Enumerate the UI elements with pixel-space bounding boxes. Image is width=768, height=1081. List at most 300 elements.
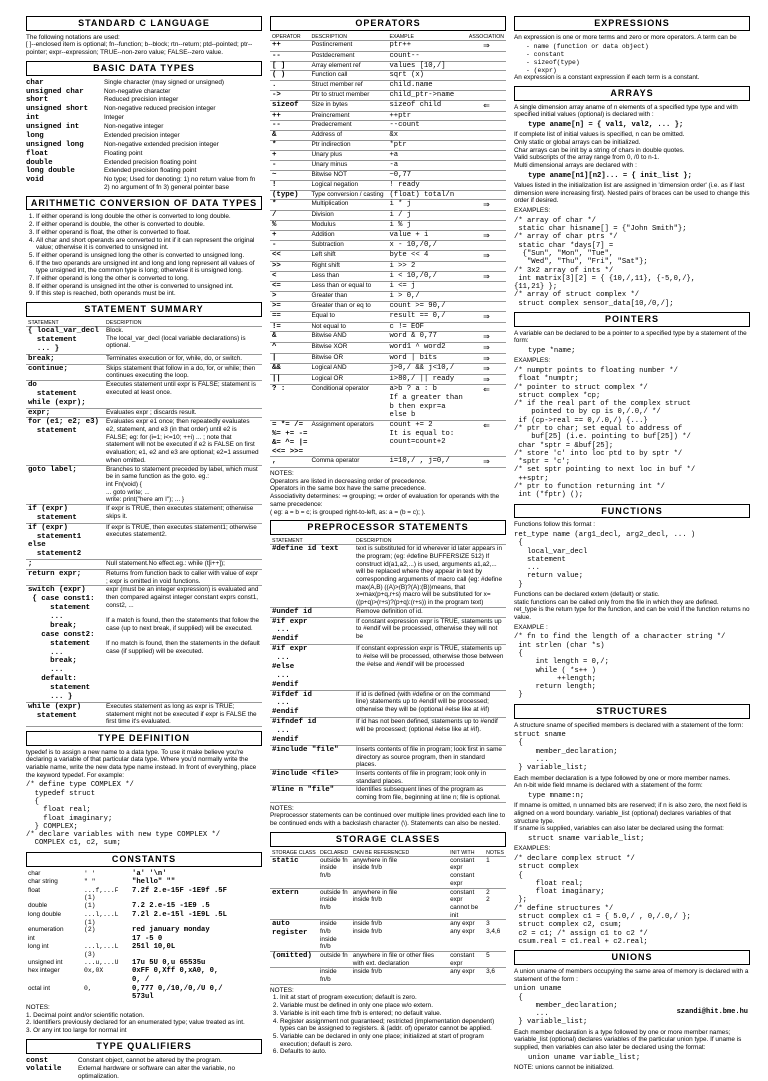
operator-row — [270, 302, 506, 312]
association-arrow-icon — [467, 302, 506, 312]
storage-row — [270, 952, 506, 968]
constant-type: float — [28, 886, 41, 894]
operator-row — [270, 220, 506, 230]
operator-symbol: >> — [270, 261, 309, 271]
operator-example: -a — [387, 160, 466, 170]
pointers-text: A variable can be declared to be a pointer to a specified type by a statement of the form: — [514, 329, 747, 345]
arrays-header: ARRAYS — [514, 86, 750, 101]
operator-example: i > 0,/ — [387, 292, 466, 302]
operator-symbol: << — [270, 251, 309, 262]
operator-example: count-- — [387, 51, 466, 61]
storage-cell: 3,6 — [484, 968, 506, 984]
constant-row — [26, 935, 262, 944]
operator-description: Size in bytes — [309, 101, 387, 112]
preprocessor-directive: #ifndef id ... #endif — [270, 718, 354, 746]
storage-cell: constant expr — [448, 952, 484, 968]
arith-rule: 6. If the two operands are unsigned int and long and long represent all values of type unsigned int, the common type is long; otherwise it is unsigned long. — [36, 260, 262, 275]
statement-row — [26, 702, 262, 726]
operator-description: Addition — [309, 230, 387, 241]
operator-example: i>80,/ || ready — [387, 374, 466, 385]
statement-syntax: expr; — [26, 408, 104, 418]
storage-cell: inside fn/b — [351, 968, 448, 984]
operator-example: a>b ? a : b If a greater than b then expr=a else b — [387, 385, 466, 421]
operator-symbol: <= — [270, 282, 309, 292]
unions-text2: Each member declaration is a type followed by one or more member names; variable_list (optional) declares variables of the particular union type. If uname is supplied, then variables can also later be declared using the format: — [514, 1028, 742, 1052]
type-description: Extended precision floating point — [104, 167, 197, 175]
association-arrow-icon — [467, 292, 506, 302]
statement-syntax: goto label; — [26, 465, 104, 504]
operator-example: sizeof child — [387, 101, 466, 112]
statement-syntax: continue; — [26, 364, 104, 380]
operator-row — [270, 385, 506, 421]
operator-symbol: ++ — [270, 41, 309, 52]
preprocessor-description: If constant expression expr is TRUE, statements up to #endif will be processed, otherwise they will not be — [354, 617, 506, 645]
operator-row — [270, 261, 506, 271]
constant-type: enumeration — [28, 926, 64, 934]
storage-cell: inside fn/b inside fn/b — [318, 920, 351, 952]
storage-class — [270, 968, 318, 984]
type-row — [26, 141, 262, 150]
statement-row — [26, 586, 262, 702]
column-header: INIT WITH — [448, 850, 484, 857]
qualifier-description: Constant object, cannot be altered by the program. — [78, 1056, 222, 1064]
column-header: NOTES — [484, 850, 506, 857]
operator-row — [270, 180, 506, 190]
operator-description: Predecrement — [309, 121, 387, 131]
operator-row — [270, 311, 506, 322]
association-arrow-icon — [467, 180, 506, 190]
constant-example: 17 -5 0 — [132, 934, 163, 943]
type-keyword: short — [26, 96, 49, 105]
association-arrow-icon: ⇐ — [467, 420, 506, 457]
operator-symbol: ( ) — [270, 71, 309, 81]
operator-example: (float) total/n — [387, 190, 466, 200]
storage-cell: anywhere in file or other files with ext. declaration — [351, 952, 448, 968]
operator-symbol: != — [270, 322, 309, 332]
operator-description: Not equal to — [309, 322, 387, 332]
pointers-decl: type *name; — [528, 347, 576, 356]
operator-row — [270, 343, 506, 354]
pointers-code: /* numptr points to floating number */ float *numptr; /* pointer to struct complex */ struct complex *cp; /* if the real part of the complex struct pointed to by cp is 0,/.0,/ */ if (cp->real == 0,/.0,/) {...} /* ptr to char; set equal to address of buf[25] (i.e. pointing to buf[25]) */ char *sptr = &buf[25]; /* store 'c' into loc ptd to by sptr */ *sptr = 'c'; /* set sptr pointing to next loc in buf */ ++sptr; /* ptr to function returning int */ int (*fptr) (); — [514, 367, 696, 500]
statement-syntax: break; — [26, 354, 104, 364]
operator-description: Ptr indirection — [309, 141, 387, 151]
statements-header: STATEMENT SUMMARY — [26, 302, 262, 317]
operator-example: x - 10,/0,/ — [387, 241, 466, 251]
operator-symbol: * — [270, 200, 309, 211]
storage-class: (omitted) — [270, 952, 318, 968]
type-row — [26, 176, 262, 191]
column-header: STORAGE CLASS — [270, 850, 318, 857]
operator-description: Address of — [309, 131, 387, 141]
statement-row — [26, 364, 262, 380]
operator-example: byte << 4 — [387, 251, 466, 262]
expressions-text: An expression is one or more terms and zero or more operators. A term can be — [514, 33, 737, 41]
type-row — [26, 79, 262, 88]
constant-row — [26, 870, 262, 879]
preprocessor-directive: #include <file> — [270, 769, 354, 785]
preprocessor-notes: NOTES: Preprocessor statements can be continued over multiple lines provided each line to be continued ends with a backslash character (\). Statements can also be nested. — [270, 804, 506, 828]
structures-text2: Each member declaration is a type followed by one or more member names. An n-bit wide field mname is declared with a statement of the form: — [514, 774, 731, 790]
constant-type: long int — [28, 943, 49, 951]
preprocessor-description: If id is defined (with #define or on the command line) statements up to #endif will be processed; otherwise they will be (optional #else like at #if) — [354, 690, 506, 718]
preprocessor-row — [270, 769, 506, 785]
statement-row — [26, 354, 262, 364]
operator-symbol: [ ] — [270, 61, 309, 71]
operator-row — [270, 271, 506, 282]
constant-row — [26, 926, 262, 935]
operator-symbol: > — [270, 292, 309, 302]
storage-cell: 1 — [484, 856, 506, 888]
constant-suffix — [82, 993, 130, 1002]
operator-description: Type conversion / casting — [309, 190, 387, 200]
arith-rule: 8. If either operand is unsigned int the other is converted to unsigned int. — [36, 283, 262, 291]
constant-row — [26, 943, 262, 958]
storage-row — [270, 968, 506, 984]
constants-notes: NOTES: 1. Decimal point and/or scientific notation. 2. Identifiers previously declared for an enumerated type; value treated as int. 3. Or any int too large for normal int — [26, 1004, 245, 1035]
arith-rule: 3. If either operand is float, the other is converted to float. — [36, 229, 262, 237]
operator-row — [270, 374, 506, 385]
association-arrow-icon: ⇒ — [467, 364, 506, 375]
operator-row — [270, 353, 506, 364]
statement-syntax: return expr; — [26, 570, 104, 586]
expression-term: - name (function or data object) — [526, 43, 649, 51]
constant-example: "hello" "" — [132, 878, 176, 887]
column-header: DECLARED — [318, 850, 351, 857]
operator-table-head — [270, 34, 506, 41]
type-description: Single character (may signed or unsigned) — [104, 78, 225, 86]
operator-symbol: sizeof — [270, 101, 309, 112]
preprocessor-description: Inserts contents of file in program; look first in same directory as source program, then in standard places. — [354, 745, 506, 769]
operator-example: result == 0,/ — [387, 311, 466, 322]
association-arrow-icon — [467, 261, 506, 271]
association-arrow-icon: ⇒ — [467, 200, 506, 211]
preprocessor-row — [270, 718, 506, 746]
association-arrow-icon — [467, 220, 506, 230]
unions-header: UNIONS — [514, 950, 750, 965]
operator-symbol: == — [270, 311, 309, 322]
preprocessor-description: Inserts contents of file in program; look only in standard places. — [354, 769, 506, 785]
structures-text3: If mname is omitted, n unnamed bits are reserved; if n is also zero, the next field is aligned on a word boundary. variable_list (optional) declares variables of that structure type. If sname is supplied, variables can also later be declared using the format: — [514, 802, 748, 833]
constant-row — [26, 976, 262, 985]
association-arrow-icon: ⇒ — [467, 332, 506, 343]
statement-description: Block. The local_var_decl (local variable declarations) is optional. — [104, 327, 262, 355]
storage-row — [270, 920, 506, 952]
column-header: DESCRIPTION — [104, 320, 262, 327]
constant-example: 0xFF 0,Xff 0,xA0, 0, — [132, 967, 219, 976]
operator-example: count += 2 It is equal to: count=count+2 — [387, 420, 466, 457]
operator-example: c != EOF — [387, 322, 466, 332]
arrays-code: /* array of char */ static char hisname[] = {"John Smith"}; /* array of char ptrs */ static char *days[7] = {"Sun", "Mon", "Tue", "Wed", "Thu", "Fri", "Sat"}; /* 3x2 array of ints */ int matrix[3][2] = { {10,/,11}, {-5,0,/}, {11,21} }; /* array of struct complex */ struct complex sensor_data[10,/0,/]; — [514, 216, 696, 308]
constant-suffix: ' ' — [84, 869, 96, 877]
operator-description: Preincrement — [309, 111, 387, 121]
constant-example: 'a' '\n' — [132, 869, 167, 878]
preprocessor-table — [270, 538, 506, 803]
arrays-decl2: type aname[n1][n2]... = { init_list }; — [528, 171, 692, 180]
preprocessor-row — [270, 645, 506, 690]
operator-row — [270, 364, 506, 375]
operator-example: values [10,/] — [387, 61, 466, 71]
operator-row — [270, 322, 506, 332]
operator-row — [270, 420, 506, 457]
preprocessor-description: Identifies subsequent lines of the program as coming from file, beginning at line n; file is optional. — [354, 786, 506, 802]
statement-row — [26, 523, 262, 560]
operator-row — [270, 332, 506, 343]
operator-symbol: || — [270, 374, 309, 385]
operator-row — [270, 141, 506, 151]
association-arrow-icon — [467, 91, 506, 101]
operator-symbol: + — [270, 230, 309, 241]
constant-type: long double — [28, 910, 62, 918]
constant-row — [26, 887, 262, 902]
storage-cell: any expr — [448, 968, 484, 984]
arrays-examples-label: EXAMPLES: — [514, 207, 551, 215]
preprocessor-directive: #ifdef id ... #endif — [270, 690, 354, 718]
constant-row — [26, 993, 262, 1002]
association-arrow-icon: ⇒ — [467, 353, 506, 364]
preprocessor-header: PREPROCESSOR STATEMENTS — [270, 520, 506, 535]
operator-example: word & 0,77 — [387, 332, 466, 343]
basic-types-list — [26, 79, 262, 192]
expression-terms — [514, 43, 750, 74]
statement-description: Executes statement as long as expr is TRUE; statement might not be executed if expr is FALSE the first time it's evaluated. — [104, 702, 262, 726]
operator-description: Postdecrement — [309, 51, 387, 61]
type-row — [26, 88, 262, 97]
operator-row — [270, 61, 506, 71]
operator-description: Unary plus — [309, 151, 387, 161]
constant-example: 0, / — [132, 976, 150, 985]
column-header: CAN BE REFERENCED — [351, 850, 448, 857]
statement-syntax: for (e1; e2; e3) statement — [26, 418, 104, 465]
qualifier-description: External hardware or software can alter the variable, no optimalization. — [78, 1065, 236, 1081]
operator-example: &x — [387, 131, 466, 141]
storage-class: static — [270, 856, 318, 888]
constant-example: red january monday — [132, 926, 210, 935]
statement-row — [26, 560, 262, 570]
operator-example: j>0,/ && j<10,/ — [387, 364, 466, 375]
storage-cell: outside fn inside fn/b — [318, 856, 351, 888]
type-keyword: int — [26, 114, 40, 123]
arith-rule: 5. If either operand is unsigned long the other is converted to unsigned long. — [36, 252, 262, 260]
unions-note: NOTE: unions cannot be initialized. — [514, 1064, 614, 1071]
statement-table — [26, 320, 262, 727]
type-description: No type; Used for denoting: 1) no return value from fn 2) no argument of fn 3) general pointer base — [104, 176, 256, 191]
storage-note: 5. Variable can be declared in only one place; initialized at start of program execution; default is zero. — [280, 1033, 506, 1048]
operator-symbol: / — [270, 211, 309, 221]
association-arrow-icon — [467, 151, 506, 161]
unions-decl: union uname variable_list; — [528, 1053, 641, 1062]
storage-note: 1. Init at start of program execution; default is zero. — [280, 994, 506, 1002]
operator-symbol: ! — [270, 180, 309, 190]
operator-description: Struct member ref — [309, 81, 387, 91]
operator-row — [270, 111, 506, 121]
operator-description: Less than — [309, 271, 387, 282]
type-description: Non-negative reduced precision integer — [104, 105, 216, 113]
association-arrow-icon — [467, 51, 506, 61]
qualifier-row — [26, 1057, 262, 1066]
storage-row — [270, 888, 506, 920]
operator-example: ++ptr — [387, 111, 466, 121]
column-header: DESCRIPTION — [309, 34, 387, 41]
operator-row — [270, 81, 506, 91]
operator-description: Division — [309, 211, 387, 221]
operator-symbol: - — [270, 160, 309, 170]
type-row — [26, 150, 262, 159]
qualifiers-header: TYPE QUALIFIERS — [26, 1039, 262, 1054]
arith-rule: 2. If either operand is double, the other is converted to double. — [36, 221, 262, 229]
storage-cell: any expr any expr — [448, 920, 484, 952]
storage-cell: constant expr cannot be init — [448, 888, 484, 920]
qualifiers-list — [26, 1057, 262, 1081]
association-arrow-icon: ⇒ — [467, 230, 506, 241]
expressions-text2: An expression is a constant expression if each term is a constant. — [514, 74, 700, 82]
operator-row — [270, 41, 506, 52]
association-arrow-icon: ⇒ — [467, 457, 506, 468]
structures-text: A structure sname of specified members is declared with a statement of the form: — [514, 721, 744, 729]
operator-symbol: . — [270, 81, 309, 91]
operator-row — [270, 241, 506, 251]
operator-description: Greater than or eq to — [309, 302, 387, 312]
arith-rule: 4. All char and short operands are converted to int if it can represent the original value; otherwise it is converted to unsigned int. — [36, 237, 262, 252]
operator-row — [270, 121, 506, 131]
type-row — [26, 159, 262, 168]
preprocessor-row — [270, 786, 506, 802]
statement-description: If expr is TRUE, then executes statement1; otherwise executes statement2. — [104, 523, 262, 560]
operator-example: word1 ^ word2 — [387, 343, 466, 354]
constant-example: 7.2l 2.e-15l -1E9L .5L — [132, 910, 227, 919]
operator-description: Left shift — [309, 251, 387, 262]
operator-description: Unary minus — [309, 160, 387, 170]
constant-type — [26, 976, 82, 985]
preprocessor-description: If id has not been defined, statements up to #endif will be processed; (optional #else like at #if). — [354, 718, 506, 746]
qualifier-keyword: const — [26, 1056, 49, 1065]
preprocessor-table-head — [270, 538, 506, 545]
statement-description: Branches to statement preceded by label, which must be in same function as the goto. eg.: int Fn(void) { ... goto write; ... write: print("here am I"); ... } — [104, 465, 262, 504]
statement-row — [26, 418, 262, 465]
arrays-text: A single dimension array aname of n elements of a specified type type and with specified initial values (optional) is declared with : — [514, 103, 738, 119]
type-row — [26, 123, 262, 132]
association-arrow-icon — [467, 71, 506, 81]
storage-note: 4. Register assignment not guaranteed; restricted (implementation dependent) types can be assigned to registers. & (addr. of) operator cannot be applied. — [280, 1018, 506, 1033]
preprocessor-row — [270, 690, 506, 718]
operator-example: +a — [387, 151, 466, 161]
constant-type: unsigned int — [28, 958, 63, 966]
column-header: STATEMENT — [26, 320, 104, 327]
operator-symbol: = *= /= %= += -= &= ^= |= <<= >>= — [272, 420, 308, 456]
association-arrow-icon — [467, 322, 506, 332]
unions-code: union uname { member_declaration; ... } variable_list; — [514, 985, 618, 1027]
storage-table-head — [270, 850, 506, 857]
expressions-header: EXPRESSIONS — [514, 16, 750, 31]
operator-symbol: -- — [270, 121, 309, 131]
constant-type: int — [28, 934, 35, 942]
statement-row — [26, 380, 262, 408]
operator-symbol: && — [270, 364, 309, 375]
arrays-decl1: type aname[n] = { val1, val2, ... }; — [528, 121, 684, 130]
operator-symbol: * — [270, 141, 309, 151]
type-description: Non-negative integer — [104, 123, 164, 131]
operator-description: Greater than — [309, 292, 387, 302]
type-keyword: void — [26, 176, 44, 185]
storage-cell: outside fn — [318, 952, 351, 968]
storage-table — [270, 850, 506, 985]
type-row — [26, 114, 262, 123]
association-arrow-icon: ⇐ — [467, 101, 506, 112]
operator-row — [270, 211, 506, 221]
statement-table-head — [26, 320, 262, 327]
operator-example: ptr++ — [387, 41, 466, 52]
constant-row — [26, 902, 262, 911]
association-arrow-icon — [467, 81, 506, 91]
association-arrow-icon: ⇒ — [467, 374, 506, 385]
column-header: DESCRIPTION — [354, 538, 506, 545]
association-arrow-icon — [467, 121, 506, 131]
storage-cell: anywhere in file inside fn/b — [351, 856, 448, 888]
operator-example: child.name — [387, 81, 466, 91]
operator-description: Bitwise NOT — [309, 170, 387, 180]
operator-description: Less than or equal to — [309, 282, 387, 292]
statement-row — [26, 504, 262, 523]
operator-symbol: < — [270, 271, 309, 282]
constant-suffix — [82, 976, 130, 985]
storage-header: STORAGE CLASSES — [270, 832, 506, 847]
constant-example: 7.2 2.e-15 -1E9 .5 — [132, 902, 210, 911]
operator-row — [270, 457, 506, 468]
operator-example: i / j — [387, 211, 466, 221]
storage-cell: 5 — [484, 952, 506, 968]
typedef-text: typedef is to assign a new name to a data type. To use it make believe you're declaring a variable of that particular data type. Where you'd normally write the variable name, write the new data type name instead. In front of everything, place the keyword typedef. For example: — [26, 748, 257, 779]
operator-symbol: - — [270, 241, 309, 251]
statement-row — [26, 465, 262, 504]
type-keyword: unsigned char — [26, 87, 84, 96]
expression-term: - constant — [526, 51, 565, 59]
qualifier-keyword: volatile — [26, 1065, 62, 1074]
statement-description: Evaluates expr e1 once; then repeatedly evaluates e2, statement, and e3 (in that order) until e2 is FALSE; eg: for (i=1; i<=10; ++i) ... ; note that statement will not be executed if e2 is FALSE on first evaluation; e1, e2 and e3 are optional; e2=1 assumed when omitted. — [104, 418, 262, 465]
operator-example: i >> 2 — [387, 261, 466, 271]
operator-row — [270, 131, 506, 141]
preprocessor-description: If constant expression expr is TRUE, statements up to #else will be processed, otherwise those between the #else and #endif will be processed — [354, 645, 506, 690]
constant-row — [26, 959, 262, 968]
structures-code2: /* declare complex struct */ struct complex { float real; float imaginary; }; /* define structures */ struct complex c1 = { 5.0,/ , 0,/.0,/ }; struct complex c2, csum; c2 = c1; /* assign c1 to c2 */ csum.real = c1.real + c2.real; — [514, 854, 691, 946]
operator-symbol: ~ — [270, 170, 309, 180]
operator-symbol: >= — [270, 302, 309, 312]
operator-example: i % j — [387, 220, 466, 230]
constant-type: double — [28, 902, 48, 910]
statement-row — [26, 570, 262, 586]
page-title: STANDARD C LANGUAGE — [26, 16, 262, 31]
constant-row — [26, 967, 262, 976]
functions-example-label: EXAMPLE : — [514, 623, 548, 631]
statement-description: Returns from function back to caller with value of expr ; expr is omitted in void functions. — [104, 570, 262, 586]
statement-syntax: if (expr) statement — [26, 504, 104, 523]
type-description: Extended precision floating point — [104, 158, 197, 166]
operator-description: Postincrement — [309, 41, 387, 52]
constant-suffix: " " — [84, 878, 96, 886]
operator-example: i=10,/ , j=0,/ — [387, 457, 466, 468]
operator-symbol: -- — [270, 51, 309, 61]
operator-example: ~0,77 — [387, 170, 466, 180]
constant-type: char string — [28, 878, 58, 886]
column-middle — [270, 12, 506, 1056]
column-right — [514, 12, 750, 1074]
operators-notes: NOTES: Operators are listed in decreasing order of precedence. Operators in the same box have the same precedence. Associativity determines: ⇒ grouping; ⇒ order of evaluation for operands with the same precedence: ( eg: a = b = c; is grouped right-to-left, as: a = (b = c); ). — [270, 470, 500, 516]
operator-symbol: , — [270, 457, 309, 468]
operator-example: i < 10,/0,/ — [387, 271, 466, 282]
constant-suffix: (1) — [84, 902, 96, 910]
association-arrow-icon: ⇒ — [467, 251, 506, 262]
operator-symbol: + — [270, 151, 309, 161]
operator-row — [270, 91, 506, 101]
operator-row — [270, 160, 506, 170]
